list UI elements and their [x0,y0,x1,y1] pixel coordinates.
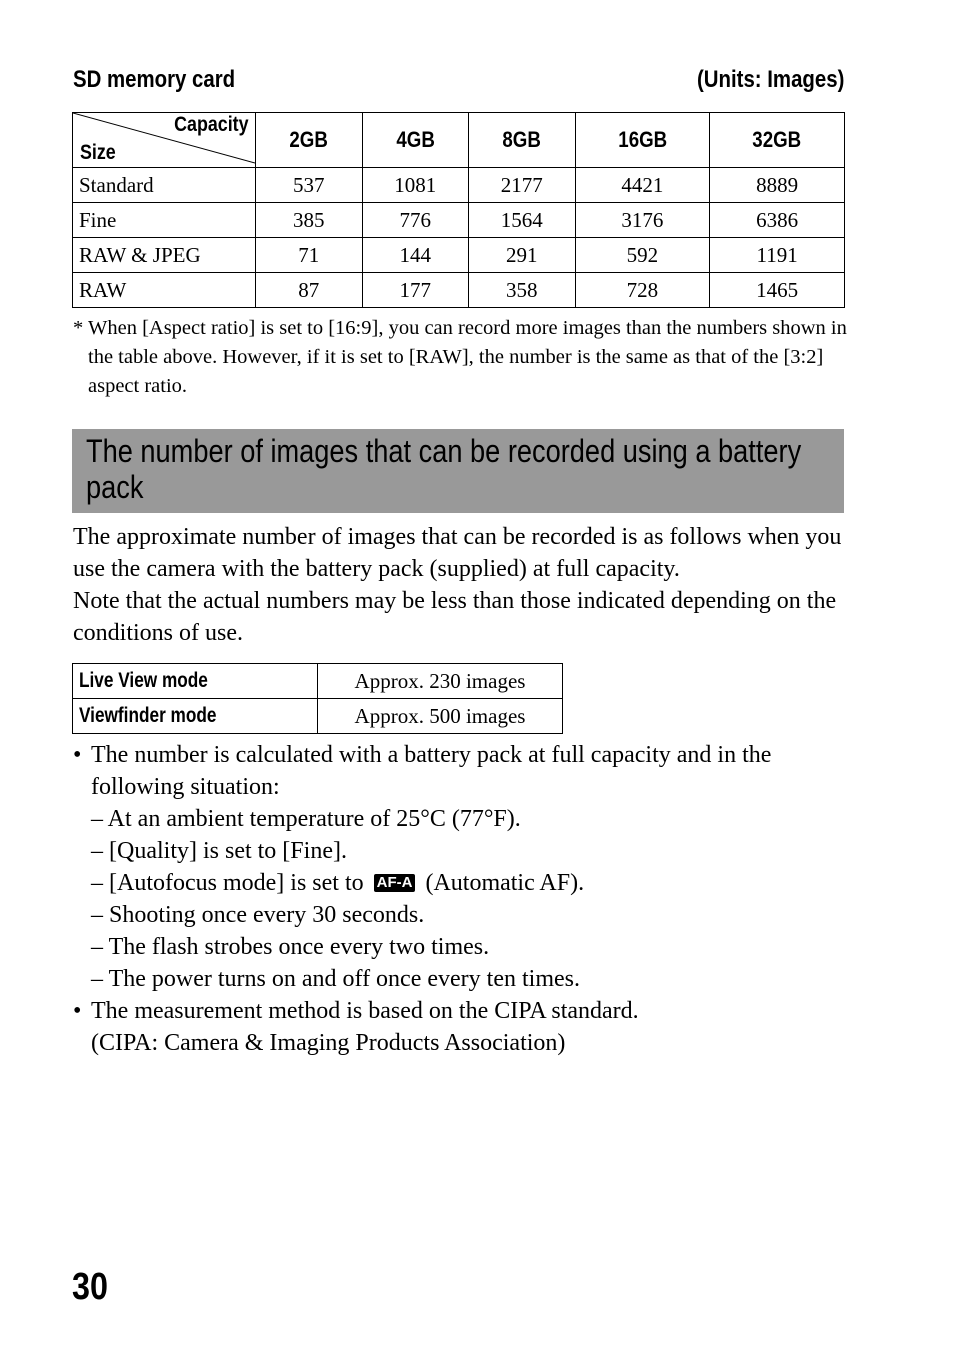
table-cell: 1465 [710,273,845,308]
bullet-text: The number is calculated with a battery pack at full capacity and in the following situation: [91,742,772,800]
table-cell: 3176 [575,203,710,238]
table-cell: 2177 [469,168,576,203]
bullet-note: (CIPA: Camera & Imaging Products Association) [91,1030,566,1056]
footnote-text: When [Aspect ratio] is set to [16:9], you can record more images than the numbers shown in the table above. However, if it is set to [RAW], the number is the same as that of the [3:2] aspect ratio. [88,317,847,397]
table-cell: 728 [575,273,710,308]
table-cell: 6386 [710,203,845,238]
column-header: 16GB [575,113,710,168]
table-cell: 592 [575,238,710,273]
table-cell: 4421 [575,168,710,203]
intro-paragraph: Note that the actual numbers may be less than those indicated depending on the conditions of use. [73,588,837,646]
corner-cell [73,113,256,168]
condition-item: – At an ambient temperature of 25°C (77°F). [91,806,521,832]
table-row [73,168,845,203]
column-header: 2GB [256,113,363,168]
mode-label: Live View mode [73,664,318,699]
mode-value: Approx. 500 images [318,699,563,734]
row-label: RAW [73,273,256,308]
sd-card-header [73,66,844,98]
row-label: Fine [73,203,256,238]
table-cell: 291 [469,238,576,273]
table-cell: 87 [256,273,363,308]
bullet-list [73,739,863,1059]
table-row [73,699,563,734]
sd-card-title: SD memory card [73,66,236,93]
footnote [73,314,848,401]
page-number: 30 [72,1266,108,1308]
condition-item: – [Quality] is set to [Fine]. [91,838,347,864]
bullet-text: The measurement method is based on the CIPA standard. [91,998,639,1024]
table-row [73,273,845,308]
section-heading: The number of images that can be recorded using a battery pack [86,433,802,505]
table-row [73,203,845,238]
corner-capacity-label: Capacity [174,113,249,136]
column-header: 32GB [710,113,845,168]
list-item [73,739,863,995]
units-label: (Units: Images) [696,66,844,93]
condition-item [91,867,863,899]
table-cell: 177 [362,273,469,308]
mode-label: Viewfinder mode [73,699,318,734]
table-cell: 1081 [362,168,469,203]
column-header: 8GB [469,113,576,168]
intro-text [73,521,853,649]
table-row [73,238,845,273]
table-cell: 537 [256,168,363,203]
capacity-table-header-row [73,113,845,168]
footnote-mark: * [73,317,84,339]
condition-item: – The flash strobes once every two times. [91,934,490,960]
list-item [73,995,863,1059]
intro-paragraph: The approximate number of images that can be recorded is as follows when you use the camera with the battery pack (supplied) at full capacity. [73,524,842,582]
af-a-icon: AF-A [374,874,416,892]
table-cell: 8889 [710,168,845,203]
condition-item: – Shooting once every 30 seconds. [91,902,425,928]
row-label: RAW & JPEG [73,238,256,273]
table-cell: 1564 [469,203,576,238]
bullet-mark: • [73,998,82,1024]
table-cell: 358 [469,273,576,308]
condition-text: (Automatic AF). [425,870,585,896]
column-header: 4GB [362,113,469,168]
corner-size-label: Size [80,141,116,164]
table-cell: 776 [362,203,469,238]
bullet-mark: • [73,742,82,768]
condition-item: – The power turns on and off once every ten times. [91,966,580,992]
table-cell: 1191 [710,238,845,273]
table-cell: 71 [256,238,363,273]
mode-value: Approx. 230 images [318,664,563,699]
capacity-table [72,112,845,308]
section-banner [72,429,844,513]
condition-text: – [Autofocus mode] is set to [91,870,364,896]
battery-mode-table [72,663,563,734]
table-row [73,664,563,699]
row-label: Standard [73,168,256,203]
table-cell: 385 [256,203,363,238]
table-cell: 144 [362,238,469,273]
